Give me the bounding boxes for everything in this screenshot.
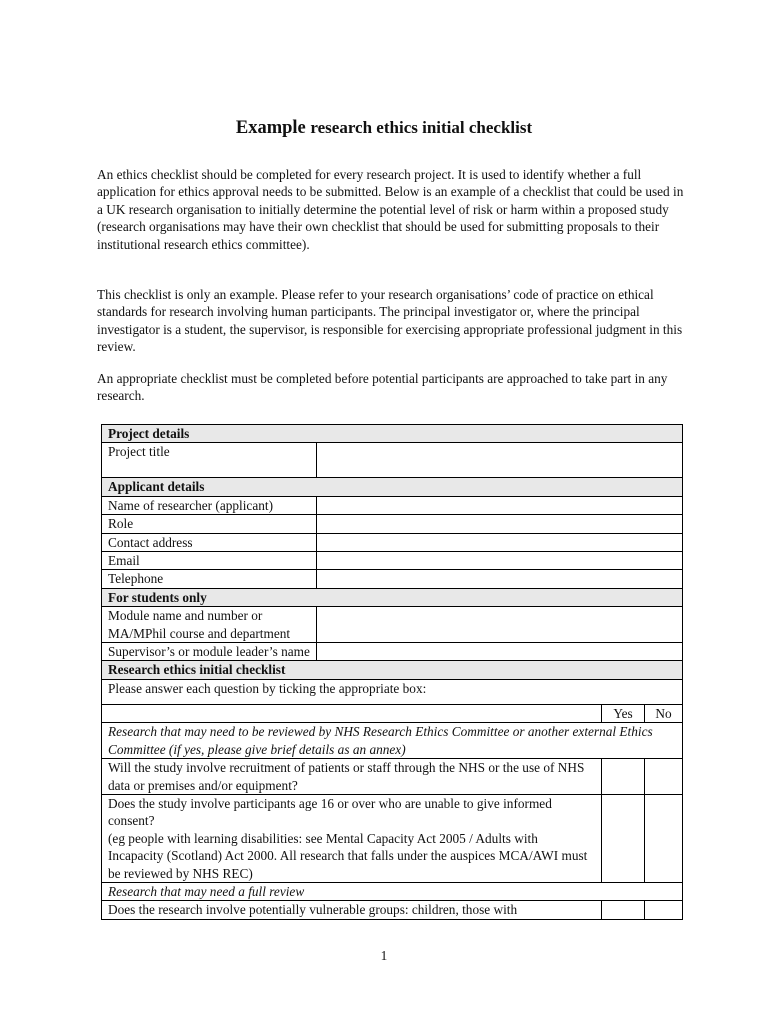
label-researcher-name: Name of researcher (applicant) (102, 496, 317, 514)
label-role: Role (102, 515, 317, 533)
table-row (102, 515, 683, 533)
q2-no-box[interactable] (645, 794, 683, 882)
label-telephone: Telephone (102, 570, 317, 588)
module-name-field[interactable] (317, 607, 683, 643)
label-contact-address: Contact address (102, 533, 317, 551)
ethics-checklist-table (101, 424, 683, 920)
q3-yes-box[interactable] (602, 901, 645, 919)
table-row (102, 679, 683, 704)
q3-no-box[interactable] (645, 901, 683, 919)
completion-notice-paragraph: An appropriate checklist must be completed before potential participants are approached to take part in any research. (97, 371, 668, 404)
document-title (0, 118, 768, 139)
q1-yes-box[interactable] (602, 759, 645, 795)
label-module-name: Module name and number or MA/MPhil course and department (102, 607, 317, 643)
table-row (102, 425, 683, 443)
question-vulnerable-groups: Does the research involve potentially vulnerable groups: children, those with (102, 901, 602, 919)
title-part-2: research ethics initial checklist (310, 118, 533, 137)
header-no: No (645, 704, 683, 722)
table-row (102, 533, 683, 551)
section-checklist: Research ethics initial checklist (102, 661, 683, 679)
label-supervisor: Supervisor’s or module leader’s name (102, 643, 317, 661)
section-project-details: Project details (102, 425, 683, 443)
table-row (102, 496, 683, 514)
table-row (102, 552, 683, 570)
label-email: Email (102, 552, 317, 570)
telephone-field[interactable] (317, 570, 683, 588)
table-row (102, 607, 683, 643)
section-applicant-details: Applicant details (102, 478, 683, 496)
table-row (102, 588, 683, 606)
role-field[interactable] (317, 515, 683, 533)
intro-paragraph: An ethics checklist should be completed for every research project. It is used to identify whether a full application for ethics approval needs to be submitted. Below is an example of a checklist that could be used in a UK research organisation to initially determine the potential level of risk or harm within a proposed study (research organisations may have their own checklist that should be used for submitting proposals to their institutional research ethics committee). (97, 167, 684, 252)
table-row (102, 643, 683, 661)
contact-address-field[interactable] (317, 533, 683, 551)
checklist-instruction: Please answer each question by ticking the appropriate box: (102, 679, 683, 704)
nhs-review-heading: Research that may need to be reviewed by NHS Research Ethics Committee or another external Ethics Committee (if yes, please give brief details as an annex) (102, 723, 683, 759)
title-part-1: Example (235, 118, 306, 138)
table-row (102, 661, 683, 679)
table-row (102, 443, 683, 478)
table-row (102, 759, 683, 795)
section-for-students-only: For students only (102, 588, 683, 606)
question-informed-consent-text: Does the study involve participants age 16 or over who are unable to give informed consent? (108, 795, 552, 829)
question-informed-consent (102, 794, 602, 882)
page-number: 1 (380, 948, 388, 963)
project-title-field[interactable] (317, 443, 683, 478)
supervisor-field[interactable] (317, 643, 683, 661)
table-row (102, 704, 683, 722)
question-informed-consent-note: (eg people with learning disabilities: see Mental Capacity Act 2005 / Adults with Incapacity (Scotland) Act 2000. All research that falls under the auspices MCA/AWI must be reviewed by NHS REC) (108, 830, 588, 881)
table-row (102, 901, 683, 919)
header-yes: Yes (602, 704, 645, 722)
table-row (102, 478, 683, 496)
table-row (102, 723, 683, 759)
q1-no-box[interactable] (645, 759, 683, 795)
header-blank-cell (102, 704, 602, 722)
email-field[interactable] (317, 552, 683, 570)
full-review-heading: Research that may need a full review (102, 882, 683, 900)
example-notice-paragraph: This checklist is only an example. Please refer to your research organisations’ code of practice on ethical standards for research involving human participants. The principal investigator or, where the principal investigator is a student, the supervisor, is responsible for exercising appropriate professional judgment in this review. (97, 287, 683, 355)
table-row (102, 882, 683, 900)
table-row (102, 794, 683, 882)
question-nhs-recruitment: Will the study involve recruitment of patients or staff through the NHS or the use of NHS data or premises and/or equipment? (102, 759, 602, 795)
table-row (102, 570, 683, 588)
q2-yes-box[interactable] (602, 794, 645, 882)
label-project-title: Project title (102, 443, 317, 478)
researcher-name-field[interactable] (317, 496, 683, 514)
